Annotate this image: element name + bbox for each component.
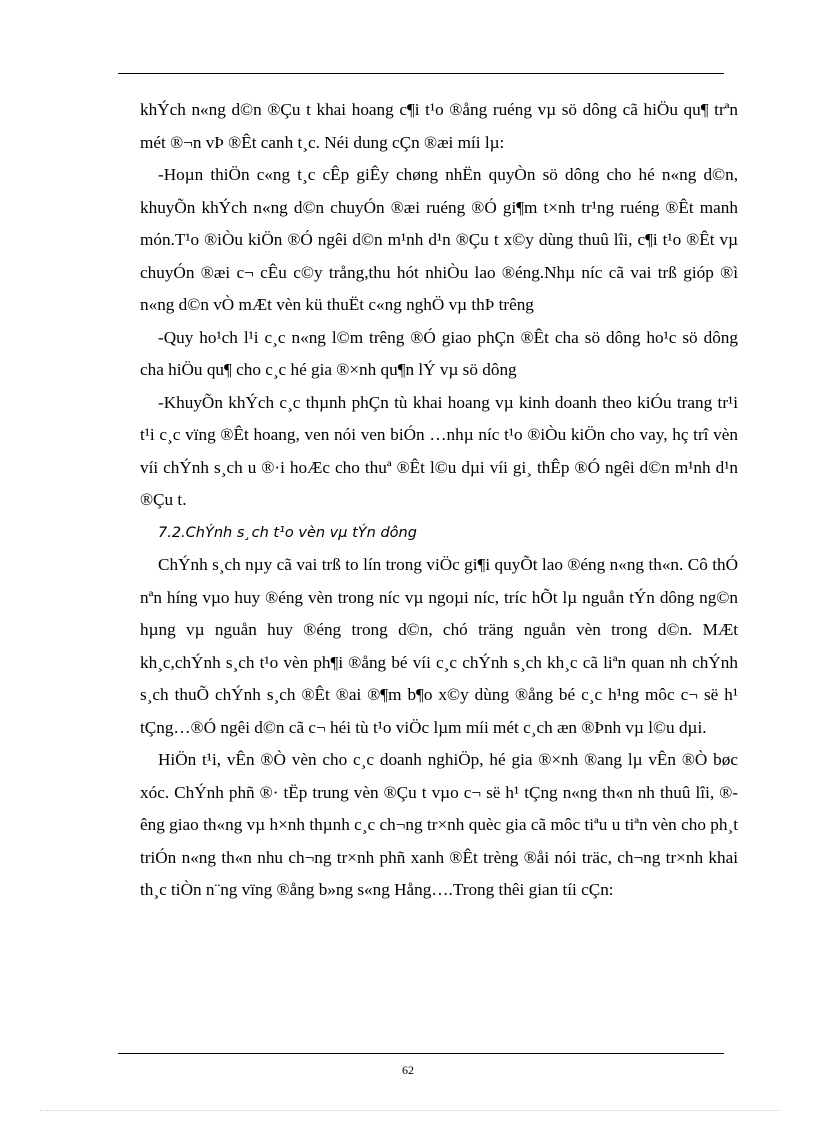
header-rule bbox=[118, 73, 724, 74]
paragraph: -Hoµn thiÖn c«ng t¸c cÊp giÊy chøng nhËn quyÒn sö dông cho hé n«ng d©n, khuyÕn khÝch n«ng d©n chuyÓn ®æi ruéng ®Ó gi¶m t×nh tr¹ng ruéng ®Êt manh món.T¹o ®iÒu kiÖn ®Ó ngêi d©n m¹nh d¹n ®Çu t x©y dùng thuû lîi, c¶i t¹o ®Êt vµ chuyÓn ®æi c¬ cÊu c©y trång,thu hót nhiÒu lao ®éng.Nhµ níc cã vai trß gióp ®ì n«ng d©n vÒ mÆt vèn kü thuËt c«ng nghÖ vµ thÞ trêng bbox=[140, 165, 738, 314]
page-edge-divider bbox=[40, 1110, 780, 1111]
paragraph: ChÝnh s¸ch nµy cã vai trß to lín trong viÖc gi¶i quyÕt lao ®éng n«ng th«n. Cô thÓ nªn híng vµo huy ®éng vèn trong níc vµ ngoµi níc, tríc hÕt lµ nguån tÝn dông ng©n hµng vµ nguån huy ®éng trong d©n, chó träng nguån vèn trong d©n. MÆt kh¸c,chÝnh s¸ch t¹o vèn ph¶i ®ång bé víi c¸c chÝnh s¸ch kh¸c cã liªn quan nh chÝnh s¸ch thuÕ chÝnh s¸ch ®Êt ®ai ®¶m b¶o x©y dùng ®ång bé c¸c h¹ng môc c¬ së h¹ tÇng…®Ó ngêi d©n cã c¬ héi tù t¹o viÖc lµm míi mét c¸ch æn ®Þnh vµ l©u dµi. bbox=[140, 555, 738, 737]
paragraph: -KhuyÕn khÝch c¸c thµnh phÇn tù khai hoang vµ kinh doanh theo kiÓu trang tr¹i t¹i c¸c vïng ®Êt hoang, ven nói ven biÓn …nhµ níc t¹o ®iÒu kiÖn cho vay, hç trî vèn víi chÝnh s¸ch u ®·i hoÆc cho thuª ®Êt l©u dµi víi gi¸ thÊp ®Ó ngêi d©n m¹nh d¹n ®Çu t. bbox=[140, 392, 738, 509]
body-text bbox=[140, 94, 738, 907]
paragraph: HiÖn t¹i, vÊn ®Ò vèn cho c¸c doanh nghiÖp, hé gia ®×nh ®ang lµ vÊn ®Ò bøc xóc. ChÝnh phñ ®· tËp trung vèn ®Çu t vµo c¬ së h¹ tÇng n«ng th«n nh thuû lîi, ®êng giao th«ng vµ h×nh thµnh c¸c ch¬ng tr×nh quèc gia cã môc tiªu u tiªn vèn cho ph¸t triÓn n«ng th«n nhu ch¬ng tr×nh phñ xanh ®Êt trèng ®åi nói träc, ch¬ng tr×nh khai th¸c tiÒn n¨ng vïng ®ång b»ng s«ng Hång….Trong thêi gian tíi cÇn: bbox=[140, 750, 738, 899]
paragraph: khÝch n«ng d©n ®Çu t khai hoang c¶i t¹o ®ång ruéng vµ sö dông cã hiÖu qu¶ trªn mét ®¬n vÞ ®Êt canh t¸c. Néi dung cÇn ®æi míi lµ: bbox=[140, 100, 738, 152]
paragraph: -Quy ho¹ch l¹i c¸c n«ng l©m trêng ®Ó giao phÇn ®Êt cha sö dông ho¹c sö dông cha hiÖu qu¶ cho c¸c hé gia ®×nh qu¶n lÝ vµ sö dông bbox=[140, 327, 738, 379]
page-number: 62 bbox=[402, 1063, 414, 1077]
footer-rule bbox=[118, 1053, 724, 1054]
section-heading: 7.2.ChÝnh s¸ch t¹o vèn vµ tÝn dông bbox=[158, 524, 417, 541]
